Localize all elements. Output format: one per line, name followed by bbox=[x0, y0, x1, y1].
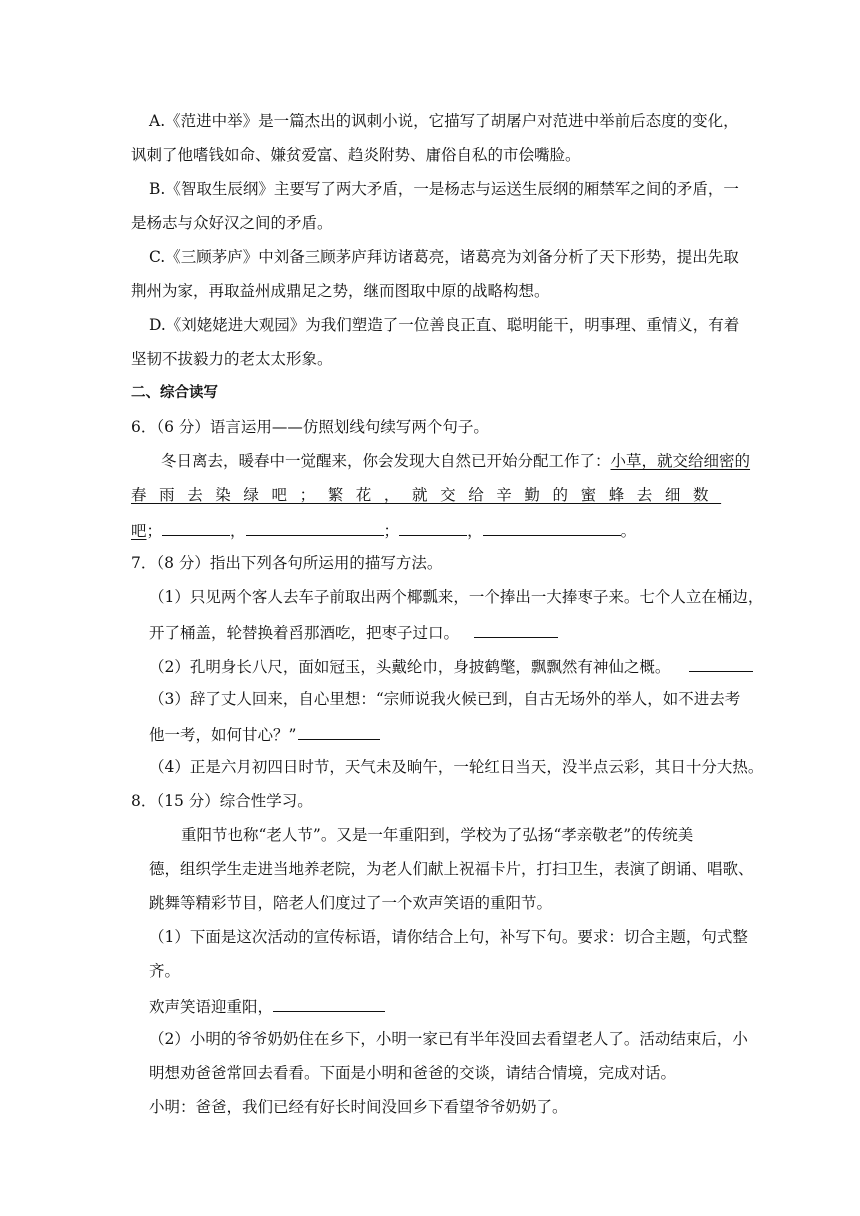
question-8-sub1-line-2: 齐。 bbox=[149, 962, 181, 980]
option-b-line-2: 是杨志与众好汉之间的矛盾。 bbox=[131, 214, 333, 232]
punct-semicolon-1: ； bbox=[146, 522, 163, 540]
question-6-underlined-1: 小草，就交给细密的 bbox=[610, 452, 751, 470]
punct-semicolon-2: ； bbox=[383, 522, 400, 540]
section-title: 二、综合读写 bbox=[131, 385, 218, 401]
punct-period: 。 bbox=[620, 522, 637, 540]
punct-comma-2: ， bbox=[467, 522, 483, 540]
question-7-s1-line-1: （1）只见两个客人去车子前取出两个椰瓢来，一个捧出一大捧枣子来。七个人立在桶边， bbox=[149, 588, 764, 606]
question-8-slogan-line bbox=[149, 995, 385, 1017]
option-b-line-1: B.《智取生辰纲》主要写了两大矛盾，一是杨志与运送生辰纲的厢禁军之间的矛盾，一 bbox=[149, 180, 739, 198]
option-c-line-2: 荆州为家，再取益州成鼎足之势，继而图取中原的战略构想。 bbox=[131, 282, 550, 300]
question-8-sub1-line-1: （1）下面是这次活动的宣传标语，请你结合上句，补写下句。要求：切合主题，句式整 bbox=[149, 928, 748, 946]
question-8-stem: 8．（15 分）综合性学习。 bbox=[131, 792, 313, 810]
question-7-s3-line-2 bbox=[149, 723, 380, 745]
answer-blank-1[interactable] bbox=[162, 519, 230, 536]
slogan-first-half: 欢声笑语迎重阳， bbox=[149, 998, 274, 1016]
question-8-sub2-line-2: 明想劝爸爸常回去看看。下面是小明和爸爸的交谈，请结合情境，完成对话。 bbox=[149, 1064, 677, 1082]
answer-blank-7-2[interactable] bbox=[689, 655, 753, 672]
answer-blank-3[interactable] bbox=[399, 519, 467, 536]
question-8-sub2-line-1: （2）小明的爷爷奶奶住在乡下，小明一家已有半年没回去看望老人了。活动结束后，小 bbox=[149, 1030, 748, 1048]
question-6-underlined-2: 春雨去染绿吧；繁花，就交给辛勤的蜜蜂去细数 bbox=[131, 486, 722, 504]
question-6-line-1 bbox=[161, 451, 750, 471]
punct-comma-1: ， bbox=[230, 522, 246, 540]
question-7-s2-text: （2）孔明身长八尺，面如冠玉，头戴纶巾，身披鹤氅，飘飘然有神仙之概。 bbox=[149, 658, 671, 676]
question-6-answer-line bbox=[131, 519, 636, 541]
answer-blank-7-1[interactable] bbox=[474, 621, 558, 638]
question-8-para-line-1: 重阳节也称“老人节”。又是一年重阳到，学校为了弘扬“孝亲敬老”的传统美 bbox=[181, 826, 694, 844]
answer-blank-4[interactable] bbox=[483, 519, 621, 536]
option-d-line-1: D.《刘姥姥进大观园》为我们塑造了一位善良正直、聪明能干，明事理、重情义，有着 bbox=[149, 316, 740, 334]
option-c-line-1: C.《三顾茅庐》中刘备三顾茅庐拜访诸葛亮，诸葛亮为刘备分析了天下形势，提出先取 bbox=[149, 248, 739, 266]
question-6-stem: 6．（6 分）语言运用——仿照划线句续写两个句子。 bbox=[131, 418, 489, 436]
option-a-line-2: 讽刺了他嗜钱如命、嫌贫爱富、趋炎附势、庸俗自私的市侩嘴脸。 bbox=[131, 146, 581, 164]
option-a-line-1: A.《范进中举》是一篇杰出的讽刺小说，它描写了胡屠户对范进中举前后态度的变化， bbox=[149, 112, 739, 130]
question-7-s1-text: 开了桶盖，轮替换着舀那酒吃，把枣子过口。 bbox=[149, 624, 460, 642]
option-d-line-2: 坚韧不拔毅力的老太太形象。 bbox=[131, 350, 333, 368]
question-6-intro: 冬日离去，暖春中一觉醒来，你会发现大自然已开始分配工作了： bbox=[161, 452, 611, 470]
question-7-s4-line: （4）正是六月初四日时节，天气未及晌午，一轮红日当天，没半点云彩，其日十分大热。 bbox=[149, 758, 764, 776]
question-6-underlined-3: 吧 bbox=[131, 522, 147, 540]
question-8-para-line-3: 跳舞等精彩节目，陪老人们度过了一个欢声笑语的重阳节。 bbox=[149, 894, 553, 912]
question-7-s1-line-2 bbox=[149, 621, 558, 643]
dialog-line-1: 小明：爸爸，我们已经有好长时间没回乡下看望爷爷奶奶了。 bbox=[149, 1098, 568, 1116]
question-8-para-line-2: 德，组织学生走进当地养老院，为老人们献上祝福卡片，打扫卫生，表演了朗诵、唱歌、 bbox=[149, 860, 754, 878]
answer-blank-2[interactable] bbox=[246, 519, 384, 536]
question-7-s2-line bbox=[149, 655, 753, 677]
question-7-s3-line-1: （3）辞了丈人回来，自心里想：“宗师说我火候已到，自古无场外的举人，如不进去考 bbox=[149, 690, 741, 708]
answer-blank-7-3[interactable] bbox=[298, 723, 380, 740]
question-7-s3-text: 他一考，如何甘心？” bbox=[149, 726, 297, 744]
question-7-stem: 7．（8 分）指出下列各句所运用的描写方法。 bbox=[131, 554, 443, 572]
answer-blank-slogan[interactable] bbox=[273, 995, 385, 1012]
